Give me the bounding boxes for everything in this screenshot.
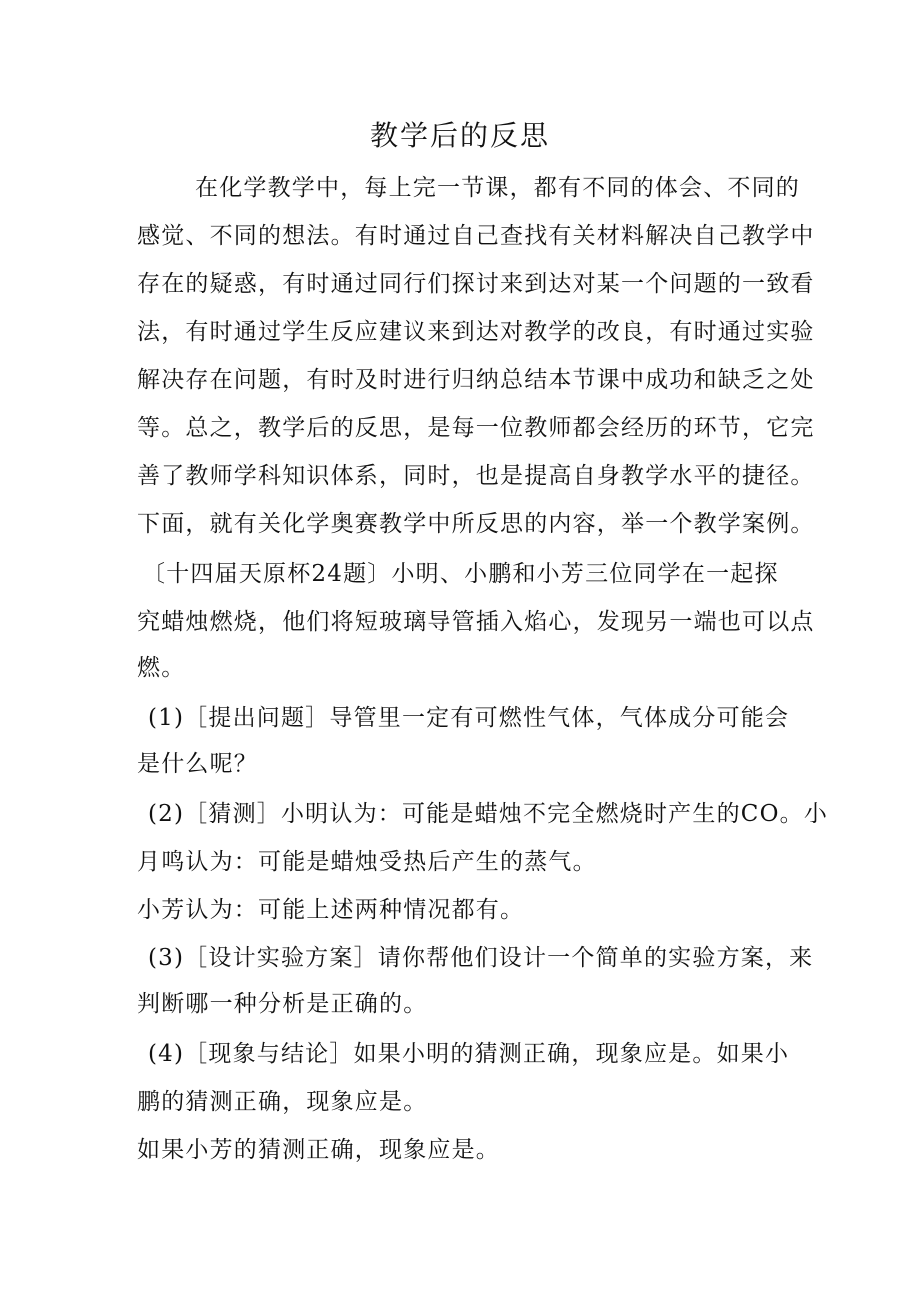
- document-title: 教学后的反思: [369, 119, 550, 152]
- intro-line: 法，有时通过学生反应建议来到达对教学的改良，有时通过实验: [137, 319, 815, 345]
- question-line: (4)［现象与结论］如果小明的猜测正确，现象应是。如果小: [148, 1041, 790, 1067]
- problem-line: 究蜡烛燃烧，他们将短玻璃导管插入焰心，发现另一端也可以点: [137, 609, 815, 635]
- question-line: 月鸣认为：可能是蜡烛受热后产生的蒸气。: [137, 849, 597, 875]
- question-line: (2)［猜测］小明认为：可能是蜡烛不完全燃烧时产生的CO。小: [148, 801, 829, 827]
- question-line: 小芳认为：可能上述两种情况都有。: [137, 897, 525, 923]
- question-line: (3)［设计实验方案］请你帮他们设计一个简单的实验方案，来: [148, 945, 814, 971]
- intro-line: 存在的疑惑，有时通过同行们探讨来到达对某一个问题的一致看: [137, 271, 815, 297]
- intro-line: 解决存在问题，有时及时进行归纳总结本节课中成功和缺乏之处: [137, 367, 815, 393]
- problem-line: 〔十四届天原杯24题〕小明、小鹏和小芳三位同学在一起探: [142, 561, 779, 587]
- intro-line: 等。总之，教学后的反思，是每一位教师都会经历的环节，它完: [137, 415, 815, 441]
- question-line: 如果小芳的猜测正确，现象应是。: [137, 1137, 500, 1163]
- intro-line: 感觉、不同的想法。有时通过自己查找有关材料解决自己教学中: [137, 223, 815, 249]
- question-line: 鹏的猜测正确，现象应是。: [137, 1089, 428, 1115]
- intro-line: 在化学教学中，每上完一节课，都有不同的体会、不同的: [195, 175, 800, 201]
- question-line: 是什么呢？: [137, 751, 258, 777]
- question-line: (1)［提出问题］导管里一定有可燃性气体，气体成分可能会: [148, 705, 790, 731]
- problem-line: 燃。: [137, 655, 186, 681]
- intro-line: 下面，就有关化学奥赛教学中所反思的内容，举一个教学案例。: [137, 511, 815, 537]
- intro-line: 善了教师学科知识体系，同时，也是提高自身教学水平的捷径。: [137, 463, 815, 489]
- question-line: 判断哪一种分析是正确的。: [137, 991, 428, 1017]
